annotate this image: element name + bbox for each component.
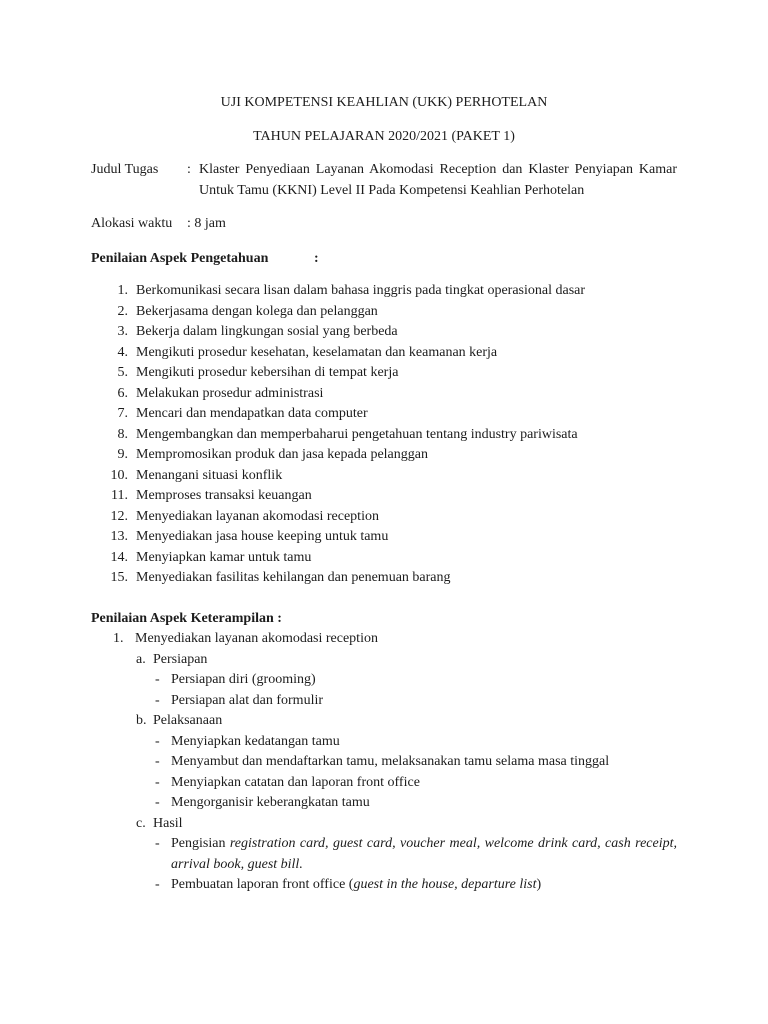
list-item bbox=[91, 834, 681, 875]
bullet-dash: - bbox=[155, 877, 160, 892]
subsection-label: Persiapan bbox=[153, 651, 208, 667]
list-item-text: Mempromosikan produk dan jasa kepada pelanggan bbox=[136, 447, 428, 462]
list-item bbox=[91, 773, 681, 794]
task-title-label: Judul Tugas bbox=[91, 162, 159, 177]
list-item-number: 14. bbox=[110, 549, 128, 565]
list-item-text: Memproses transaksi keuangan bbox=[136, 488, 312, 503]
bullet-prefix: Pembuatan laporan front office ( bbox=[171, 877, 354, 892]
list-item bbox=[91, 875, 681, 896]
time-allocation-label: Alokasi waktu bbox=[91, 216, 173, 231]
knowledge-heading-colon: : bbox=[314, 251, 319, 266]
list-item-number: 12. bbox=[110, 508, 128, 524]
list-item-text: Berkomunikasi secara lisan dalam bahasa inggris pada tingkat operasional dasar bbox=[136, 283, 586, 298]
knowledge-heading-text: Penilaian Aspek Pengetahuan bbox=[91, 251, 269, 266]
bullet-dash: - bbox=[155, 836, 160, 851]
list-item-number: 7. bbox=[117, 406, 128, 421]
list-item-text: Mengikuti prosedur kebersihan di tempat kerja bbox=[136, 365, 399, 380]
bullet-suffix: ) bbox=[536, 877, 542, 892]
list-item-number: 4. bbox=[117, 344, 128, 360]
skills-list bbox=[91, 629, 681, 896]
time-allocation-value: : 8 jam bbox=[187, 216, 226, 231]
bullet-text: Menyambut dan mendaftarkan tamu, melaksanakan tamu selama masa tinggal bbox=[171, 754, 610, 769]
task-title-colon: : bbox=[187, 162, 191, 177]
bullet-dash: - bbox=[155, 795, 160, 810]
list-item-number: 3. bbox=[117, 324, 128, 339]
skill-item bbox=[91, 629, 681, 650]
list-item-text: Menyediakan jasa house keeping untuk tamu bbox=[136, 529, 389, 544]
bullet-text bbox=[171, 875, 541, 896]
bullet-text: Persiapan diri (grooming) bbox=[171, 672, 316, 687]
list-item-text: Menangani situasi konflik bbox=[136, 467, 283, 483]
list-item-number: 2. bbox=[117, 303, 128, 319]
bullet-dash: - bbox=[155, 733, 160, 749]
subsection-c bbox=[91, 814, 681, 835]
list-item-text: Melakukan prosedur administrasi bbox=[136, 385, 324, 401]
list-item-text: Menyediakan fasilitas kehilangan dan penemuan barang bbox=[136, 570, 451, 585]
bullet-prefix: Pengisian bbox=[171, 836, 230, 851]
bullet-text: Menyiapkan catatan dan laporan front office bbox=[171, 774, 420, 790]
subsection-label: Pelaksanaan bbox=[153, 713, 223, 728]
list-item-number: 11. bbox=[111, 488, 128, 503]
bullet-dash: - bbox=[155, 672, 160, 687]
bullet-italic-text: registration card, guest card, voucher meal, welcome drink card, cash receipt, arrival book, guest bill. bbox=[171, 836, 677, 872]
subsection-letter: b. bbox=[136, 713, 147, 728]
list-item-number: 1. bbox=[117, 283, 128, 298]
list-item bbox=[91, 670, 681, 691]
list-item-text: Bekerja dalam lingkungan sosial yang berbeda bbox=[136, 324, 398, 339]
subsection-letter: c. bbox=[136, 815, 146, 831]
subsection-b bbox=[91, 711, 681, 732]
list-item-number: 6. bbox=[117, 385, 128, 401]
bullet-dash: - bbox=[155, 774, 160, 790]
list-item-number: 9. bbox=[117, 447, 128, 462]
list-item-number: 8. bbox=[117, 426, 128, 442]
bullet-text: Menyiapkan kedatangan tamu bbox=[171, 733, 340, 749]
list-item-number: 10. bbox=[110, 467, 128, 483]
bullet-text bbox=[171, 834, 677, 875]
list-item-text: Mencari dan mendapatkan data computer bbox=[136, 406, 368, 421]
list-item bbox=[91, 732, 681, 753]
bullet-text: Mengorganisir keberangkatan tamu bbox=[171, 795, 370, 810]
list-item-text: Mengembangkan dan memperbaharui pengetahuan tentang industry pariwisata bbox=[136, 426, 578, 442]
bullet-italic-text: guest in the house, departure list bbox=[353, 877, 537, 892]
list-item bbox=[91, 793, 681, 814]
document-title: UJI KOMPETENSI KEAHLIAN (UKK) PERHOTELAN bbox=[220, 95, 548, 110]
list-item-text: Menyediakan layanan akomodasi reception bbox=[136, 508, 379, 524]
list-item-number: 15. bbox=[110, 570, 128, 585]
skill-item-number: 1. bbox=[113, 631, 124, 646]
knowledge-section-heading bbox=[91, 249, 319, 270]
subsection-a bbox=[91, 650, 681, 671]
document-subtitle: TAHUN PELAJARAN 2020/2021 (PAKET 1) bbox=[253, 129, 515, 144]
list-item-text: Mengikuti prosedur kesehatan, keselamatan dan keamanan kerja bbox=[136, 344, 498, 360]
list-item-text: Menyiapkan kamar untuk tamu bbox=[136, 549, 312, 565]
bullet-dash: - bbox=[155, 754, 160, 769]
bullet-dash: - bbox=[155, 692, 160, 708]
skills-section-heading: Penilaian Aspek Keterampilan : bbox=[91, 611, 282, 626]
bullet-text: Persiapan alat dan formulir bbox=[171, 692, 324, 708]
skill-item-text: Menyediakan layanan akomodasi reception bbox=[135, 631, 378, 646]
list-item-text: Bekerjasama dengan kolega dan pelanggan bbox=[136, 303, 378, 319]
list-item bbox=[91, 691, 681, 712]
list-item-number: 5. bbox=[117, 365, 128, 380]
list-item-number: 13. bbox=[110, 529, 128, 544]
subsection-label: Hasil bbox=[153, 815, 183, 831]
list-item bbox=[91, 752, 681, 773]
task-title-value: Klaster Penyediaan Layanan Akomodasi Reception dan Klaster Penyiapan Kamar Untuk Tamu (KKNI) Level II Pada Kompetensi Keahlian Perhotelan bbox=[199, 162, 677, 198]
subsection-letter: a. bbox=[136, 651, 146, 667]
